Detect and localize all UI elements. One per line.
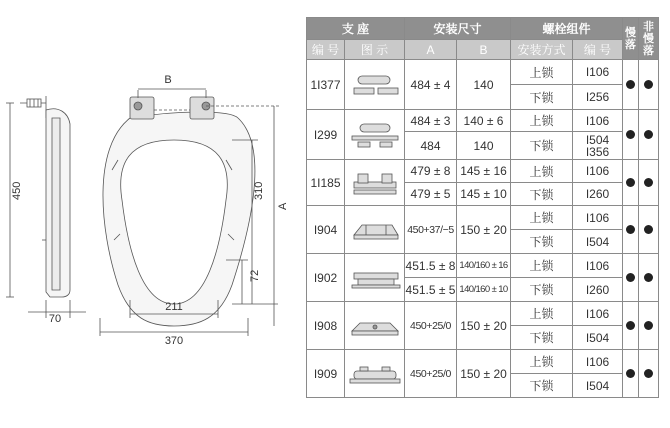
slow-drop-dot bbox=[626, 369, 635, 378]
dim-70: 70 bbox=[48, 313, 62, 325]
spec-table bbox=[306, 17, 659, 398]
hinge-icon bbox=[348, 120, 402, 150]
non-slow-drop-dot bbox=[644, 369, 653, 378]
dim-72: 72 bbox=[249, 269, 261, 282]
table-row: 下锁 I504 bbox=[307, 326, 659, 350]
model-code: I299 bbox=[307, 110, 345, 160]
subheader-bolt-code: 编 号 bbox=[573, 40, 623, 60]
hinge-icon bbox=[348, 359, 402, 389]
top-view bbox=[100, 89, 280, 336]
subheader-b: B bbox=[457, 40, 511, 60]
table-row: 1I185 479 ± 8 145 ± 16 上锁 I106 bbox=[307, 160, 659, 183]
dim-450: 450 bbox=[11, 181, 23, 200]
table-row: 下锁 I256 bbox=[307, 85, 659, 110]
table-row: I902 451.5 ± 8 140/160 ± 16 上锁 I106 bbox=[307, 254, 659, 278]
non-slow-drop-dot bbox=[644, 321, 653, 330]
hinge-figure bbox=[345, 254, 405, 302]
dim-211: 211 bbox=[165, 301, 183, 313]
table-row: 下锁 I504 bbox=[307, 374, 659, 398]
header-install-size: 安装尺寸 bbox=[405, 18, 511, 40]
side-view bbox=[6, 96, 86, 318]
model-code: I904 bbox=[307, 206, 345, 254]
model-code: 1I185 bbox=[307, 160, 345, 206]
table-row: I904 450+37/−5 150 ± 20 上锁 I106 bbox=[307, 206, 659, 230]
table-row: 479 ± 5 145 ± 10 下锁 I260 bbox=[307, 183, 659, 206]
hinge-icon bbox=[348, 311, 402, 341]
table-row: 1I377 484 ± 4 140 上锁 I106 bbox=[307, 60, 659, 85]
subheader-figure: 图 示 bbox=[345, 40, 405, 60]
non-slow-drop-dot bbox=[644, 130, 653, 139]
hinge-figure bbox=[345, 60, 405, 110]
header-non-slow-drop: 非慢落 bbox=[639, 18, 659, 60]
hinge-figure bbox=[345, 350, 405, 398]
model-code: I909 bbox=[307, 350, 345, 398]
non-slow-drop-dot bbox=[644, 80, 653, 89]
table-row: 484 140 下锁 I504 I356 bbox=[307, 132, 659, 160]
non-slow-drop-dot bbox=[644, 225, 653, 234]
slow-drop-dot bbox=[626, 130, 635, 139]
dim-a: A bbox=[277, 202, 289, 210]
model-code: I902 bbox=[307, 254, 345, 302]
hinge-figure bbox=[345, 206, 405, 254]
hinge-icon bbox=[348, 215, 402, 245]
slow-drop-dot bbox=[626, 273, 635, 282]
slow-drop-dot bbox=[626, 321, 635, 330]
header-slow-drop: 慢落 bbox=[623, 18, 639, 60]
hinge-icon bbox=[348, 263, 402, 293]
table-row: I909 450+25/0 150 ± 20 上锁 I106 bbox=[307, 350, 659, 374]
slow-drop-dot bbox=[626, 178, 635, 187]
slow-drop-dot bbox=[626, 225, 635, 234]
non-slow-drop-dot bbox=[644, 178, 653, 187]
hinge-figure bbox=[345, 110, 405, 160]
model-code: I908 bbox=[307, 302, 345, 350]
table-row: 451.5 ± 5 140/160 ± 10 下锁 I260 bbox=[307, 278, 659, 302]
dim-370: 370 bbox=[164, 335, 184, 347]
dim-b: B bbox=[164, 74, 172, 86]
slow-drop-dot bbox=[626, 80, 635, 89]
header-bolt-kit: 螺栓组件 bbox=[511, 18, 623, 40]
hinge-figure bbox=[345, 160, 405, 206]
header-support: 支 座 bbox=[307, 18, 405, 40]
table-row: I299 484 ± 3 140 ± 6 上锁 I106 bbox=[307, 110, 659, 132]
subheader-code: 编 号 bbox=[307, 40, 345, 60]
table-row: I908 450+25/0 150 ± 20 上锁 I106 bbox=[307, 302, 659, 326]
non-slow-drop-dot bbox=[644, 273, 653, 282]
model-code: 1I377 bbox=[307, 60, 345, 110]
subheader-a: A bbox=[405, 40, 457, 60]
table-row: 下锁 I504 bbox=[307, 230, 659, 254]
hinge-icon bbox=[348, 70, 402, 100]
dim-310: 310 bbox=[253, 181, 265, 200]
technical-drawing bbox=[0, 0, 306, 428]
hinge-figure bbox=[345, 302, 405, 350]
hinge-icon bbox=[348, 168, 402, 198]
subheader-install-method: 安装方式 bbox=[511, 40, 573, 60]
